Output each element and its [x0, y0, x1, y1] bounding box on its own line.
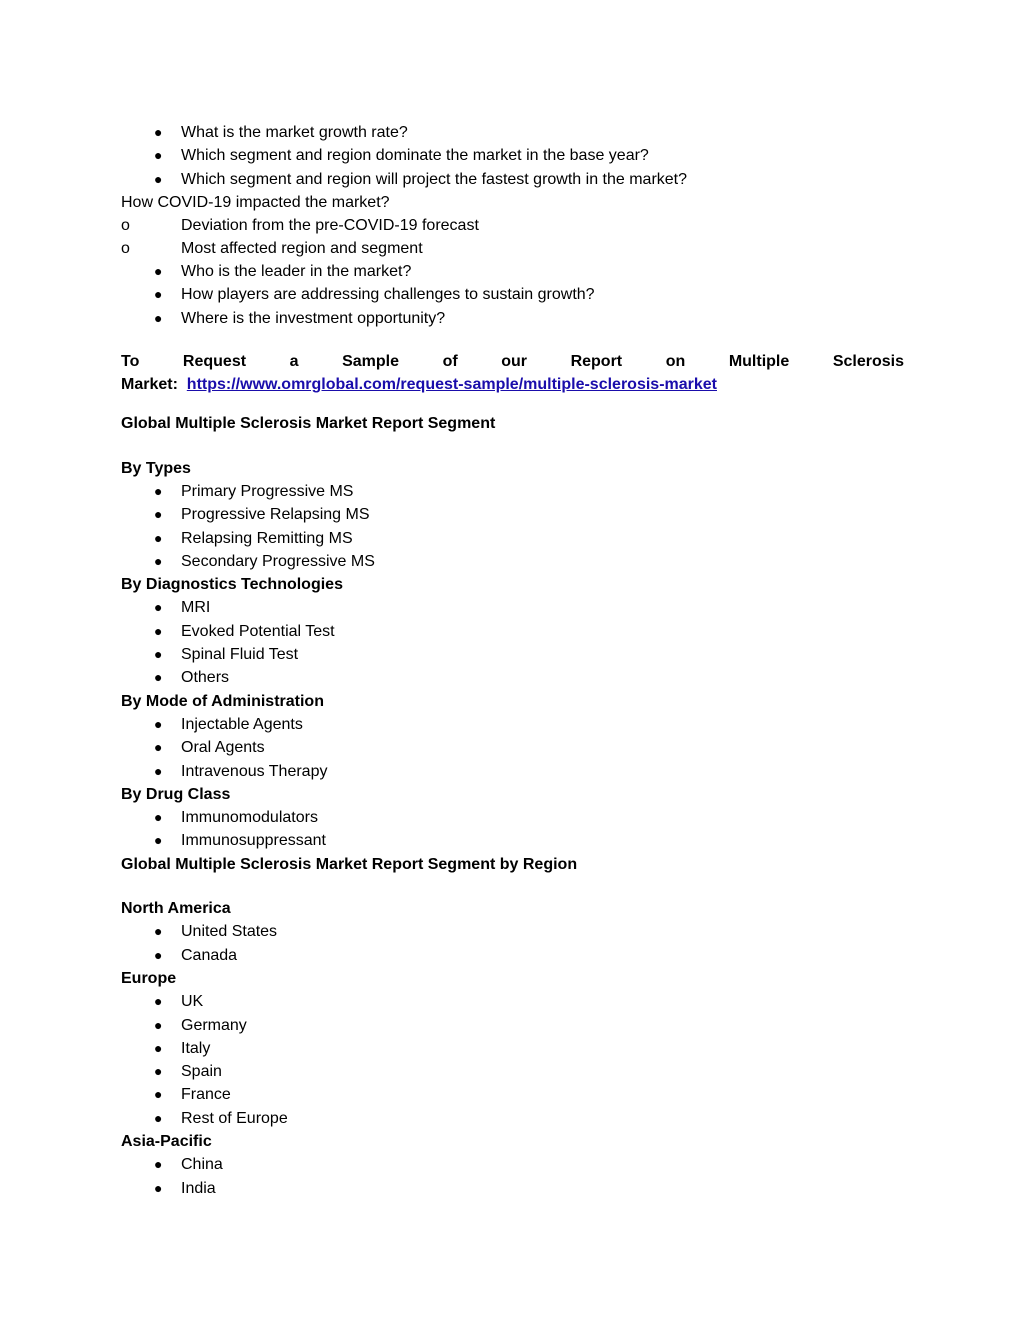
- bullet-icon: ●: [154, 1063, 163, 1080]
- bullet-icon: ●: [154, 715, 163, 732]
- list-item: ● Germany: [121, 1014, 904, 1037]
- list-item: ● Immunosuppressant: [121, 829, 904, 852]
- bullet-icon: ●: [154, 482, 163, 499]
- list-item: ● Where is the investment opportunity?: [121, 307, 904, 330]
- list-item: ● Progressive Relapsing MS: [121, 503, 904, 526]
- bullet-icon: ●: [154, 147, 163, 164]
- request-sample-text: To Request a Sample of our Report on Multiple Sclerosis: [121, 353, 904, 371]
- list-item: ● Spain: [121, 1060, 904, 1083]
- list-item: o Deviation from the pre-COVID-19 forecast: [121, 214, 904, 237]
- request-label: Market:: [121, 376, 178, 394]
- diagnostics-heading: By Diagnostics Technologies: [121, 576, 343, 594]
- list-item: ● Injectable Agents: [121, 713, 904, 736]
- bullet-icon: ●: [154, 1039, 163, 1056]
- bullet-icon: ●: [154, 946, 163, 963]
- bullet-icon: ●: [154, 1156, 163, 1173]
- list-item: ● Who is the leader in the market?: [121, 260, 904, 283]
- region-title: Global Multiple Sclerosis Market Report Segment by Region: [121, 855, 578, 873]
- questions2-list: [121, 260, 904, 330]
- bullet-icon: ●: [154, 309, 163, 326]
- request-link-line: [121, 373, 904, 396]
- bullet-icon: ●: [154, 762, 163, 779]
- list-item: ● Primary Progressive MS: [121, 480, 904, 503]
- bullet-icon: ●: [154, 1086, 163, 1103]
- questions-list: [121, 121, 904, 191]
- list-item: ● India: [121, 1177, 904, 1200]
- bullet-icon: ●: [154, 529, 163, 546]
- covid-title: How COVID-19 impacted the market?: [121, 193, 390, 211]
- list-item: ● UK: [121, 990, 904, 1013]
- bullet-icon: ●: [154, 809, 163, 826]
- bullet-icon: ●: [154, 170, 163, 187]
- bullet-icon: ●: [154, 832, 163, 849]
- europe-heading: Europe: [121, 969, 177, 987]
- bullet-icon: ●: [154, 599, 163, 616]
- list-item: ● Immunomodulators: [121, 806, 904, 829]
- administration-heading: By Mode of Administration: [121, 692, 324, 710]
- north-america-heading: North America: [121, 900, 231, 918]
- list-item: ● France: [121, 1083, 904, 1106]
- document-page: [121, 121, 904, 1200]
- list-item: o Most affected region and segment: [121, 237, 904, 260]
- list-item: ● Others: [121, 666, 904, 689]
- bullet-icon: ●: [154, 669, 163, 686]
- types-heading: By Types: [121, 459, 191, 477]
- drug-class-heading: By Drug Class: [121, 785, 231, 803]
- bullet-icon: ●: [154, 506, 163, 523]
- request-sample-link[interactable]: https://www.omrglobal.com/request-sample/multiple-sclerosis-market: [186, 376, 717, 394]
- bullet-icon: ●: [154, 1179, 163, 1196]
- bullet-icon: ●: [154, 1016, 163, 1033]
- bullet-icon: ●: [154, 739, 163, 756]
- list-item: ● Spinal Fluid Test: [121, 643, 904, 666]
- list-item: ● Which segment and region will project the fastest growth in the market?: [121, 168, 904, 191]
- bullet-icon: ●: [154, 263, 163, 280]
- list-item: ● How players are addressing challenges to sustain growth?: [121, 283, 904, 306]
- bullet-icon: ●: [154, 286, 163, 303]
- bullet-icon: ●: [154, 923, 163, 940]
- list-item: ● Oral Agents: [121, 736, 904, 759]
- circle-bullet-icon: o: [121, 217, 130, 235]
- list-item: ● What is the market growth rate?: [121, 121, 904, 144]
- list-item: ● Intravenous Therapy: [121, 760, 904, 783]
- list-item: ● MRI: [121, 596, 904, 619]
- asia-pacific-heading: Asia-Pacific: [121, 1132, 212, 1150]
- bullet-icon: ●: [154, 552, 163, 569]
- segment-title: Global Multiple Sclerosis Market Report Segment: [121, 415, 496, 433]
- bullet-icon: ●: [154, 646, 163, 663]
- list-item: ● China: [121, 1153, 904, 1176]
- list-item: ● Italy: [121, 1037, 904, 1060]
- bullet-icon: ●: [154, 124, 163, 140]
- bullet-icon: ●: [154, 1109, 163, 1126]
- list-item: ● Secondary Progressive MS: [121, 550, 904, 573]
- list-item: ● Evoked Potential Test: [121, 620, 904, 643]
- bullet-icon: ●: [154, 622, 163, 639]
- list-item: ● United States: [121, 920, 904, 943]
- bullet-icon: ●: [154, 993, 163, 1010]
- list-item: ● Relapsing Remitting MS: [121, 527, 904, 550]
- list-item: ● Which segment and region dominate the market in the base year?: [121, 144, 904, 167]
- list-item: ● Canada: [121, 944, 904, 967]
- circle-bullet-icon: o: [121, 240, 130, 258]
- list-item: ● Rest of Europe: [121, 1107, 904, 1130]
